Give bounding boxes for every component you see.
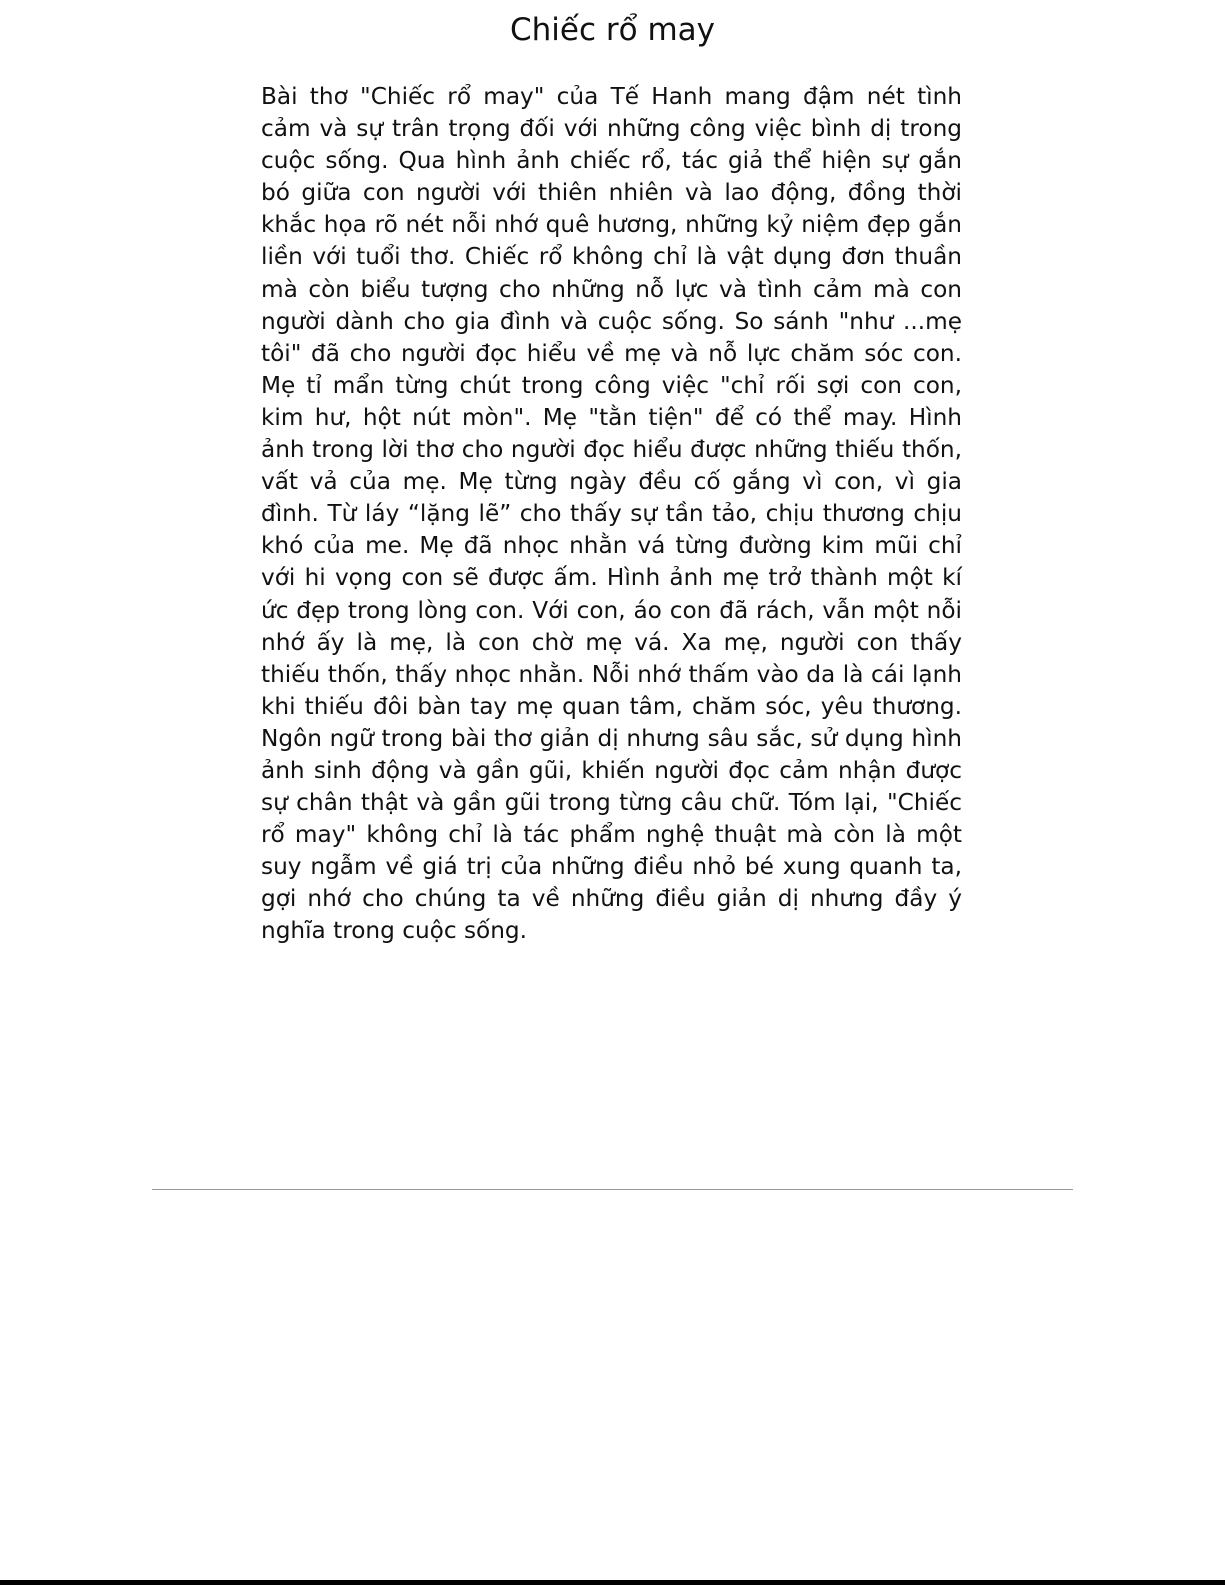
page-title: Chiếc rổ may bbox=[510, 12, 715, 48]
body-paragraph: Bài thơ "Chiếc rổ may" của Tế Hanh mang đậm nét tình cảm và sự trân trọng đối với những công việc bình dị trong cuộc sống. Qua hình ảnh chiếc rổ, tác giả thể hiện sự gắn bó giữa con người với thiên nhiên và lao động, đồng thời khắc họa rõ nét nỗi nhớ quê hương, những kỷ niệm đẹp gắn liền với tuổi thơ. Chiếc rổ không chỉ là vật dụng đơn thuần mà còn biểu tượng cho những nỗ lực và tình cảm mà con người dành cho gia đình và cuộc sống. So sánh "như ...mẹ tôi" đã cho người đọc hiểu về mẹ và nỗ lực chăm sóc con. Mẹ tỉ mẩn từng chút trong công việc "chỉ rối sợi con con, kim hư, hột nút mòn". Mẹ "tằn tiện" để có thể may. Hình ảnh trong lời thơ cho người đọc hiểu được những thiếu thốn, vất vả của mẹ. Mẹ từng ngày đều cố gắng vì con, vì gia đình. Từ láy “lặng lẽ” cho thấy sự tần tảo, chịu thương chịu khó của me. Mẹ đã nhọc nhằn vá từng đường kim mũi chỉ với hi vọng con sẽ được ấm. Hình ảnh mẹ trở thành một kí ức đẹp trong lòng con. Với con, áo con đã rách, vẫn một nỗi nhớ ấy là mẹ, là con chờ mẹ vá. Xa mẹ, người con thấy thiếu thốn, thấy nhọc nhằn. Nỗi nhớ thấm vào da là cái lạnh khi thiếu đôi bàn tay mẹ quan tâm, chăm sóc, yêu thương. Ngôn ngữ trong bài thơ giản dị nhưng sâu sắc, sử dụng hình ảnh sinh động và gần gũi, khiến người đọc cảm nhận được sự chân thật và gần gũi trong từng câu chữ. Tóm lại, "Chiếc rổ may" không chỉ là tác phẩm nghệ thuật mà còn là một suy ngẫm về giá trị của những điều nhỏ bé xung quanh ta, gợi nhớ cho chúng ta về những điều giản dị nhưng đầy ý nghĩa trong cuộc sống. bbox=[261, 83, 962, 945]
page-bottom-edge bbox=[0, 1580, 1225, 1585]
page-divider bbox=[152, 1189, 1073, 1190]
